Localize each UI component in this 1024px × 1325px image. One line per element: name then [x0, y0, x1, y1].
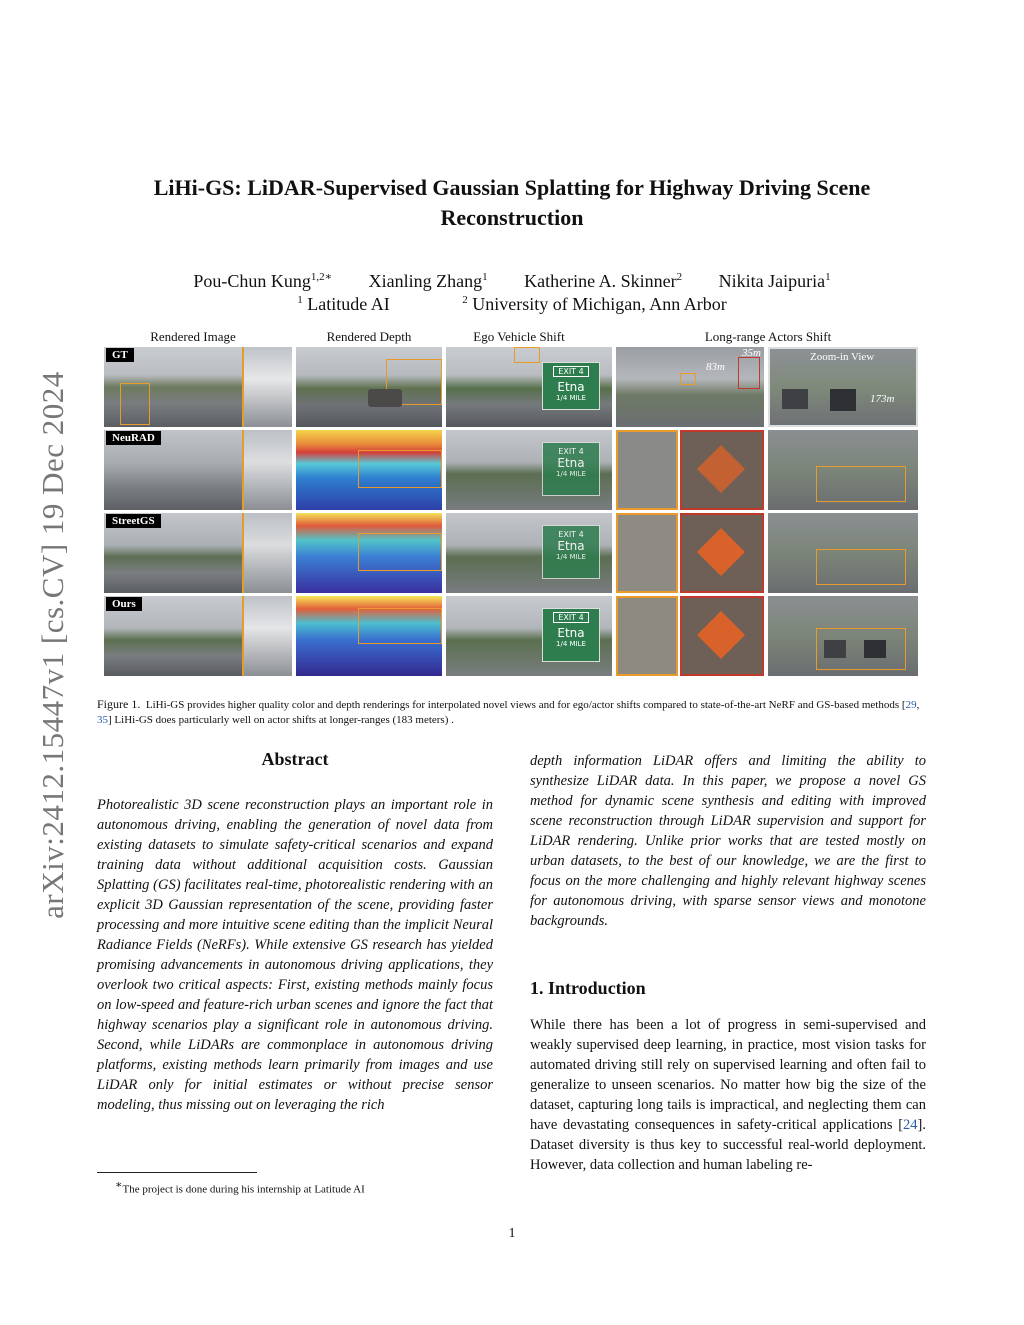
sign-box-red — [738, 357, 760, 389]
paper-title — [80, 173, 944, 233]
neurad-diamond-crop — [680, 430, 764, 510]
row-label-ours: Ours — [106, 597, 142, 611]
neurad-zoom-in-view — [768, 430, 918, 510]
affiliation: $^2$ University of Michigan, Ann Arbor — [462, 294, 727, 314]
title-line-2: Reconstruction — [440, 205, 584, 230]
sign-box — [514, 347, 540, 363]
car-shape — [830, 389, 856, 411]
abstract-text-col2: depth information LiDAR offers and limiting the ability to synthesize LiDAR data. In this paper, we propose a novel GS method for dynamic scene synthesis and editing with improved scene reconstruction through LiDAR supervision and support for LiDAR rendering. Unlike prior works that are tested mostly on urban datasets, to the best of our knowledge, we are the first to focus on the more challenging and highly relevant highway scenes for autonomous driving, with sparse sensor views and monotone backgrounds. — [530, 753, 926, 929]
car-shape — [824, 640, 846, 658]
car-shape — [782, 389, 808, 409]
gt-depth-view — [296, 347, 442, 427]
caption-text: ] LiHi-GS does particularly well on actor shifts at longer-ranges (183 meters) . — [108, 714, 454, 726]
abstract-heading: Abstract — [261, 749, 329, 769]
author: Katherine A. Skinner$^2$ — [524, 271, 683, 291]
author: Xianling Zhang$^1$ — [368, 271, 488, 291]
warning-sign-shape — [697, 611, 745, 659]
highway-sign: EXIT 4 Etna 1/4 MILE — [542, 362, 600, 410]
car-shape — [864, 640, 886, 658]
depth-box — [358, 608, 442, 644]
highway-sign: EXIT 4 Etna 1/4 MILE — [542, 442, 600, 496]
gt-zoom-in-view — [768, 347, 918, 427]
author-list — [100, 270, 924, 292]
author: Nikita Jaipuria$^1$ — [718, 271, 831, 291]
column-header-rendered-image: Rendered Image — [150, 329, 236, 344]
footnote: ∗The project is done during his internship at Latitude AI — [115, 1179, 365, 1196]
citation-link[interactable]: 35 — [97, 714, 108, 726]
ours-depth-map — [296, 596, 442, 676]
row-label-streetgs: StreetGS — [106, 514, 161, 528]
warning-sign-shape — [697, 528, 745, 576]
neurad-sign-crop — [616, 430, 678, 510]
ours-sign-crop — [616, 596, 678, 676]
gt-ego-shift — [446, 347, 612, 427]
affiliation-list — [100, 294, 924, 315]
streetgs-zoom-in-view — [768, 513, 918, 593]
distance-label: 173m — [870, 393, 895, 405]
ours-zoom-in-view — [768, 596, 918, 676]
neurad-ego-shift — [446, 430, 612, 510]
gt-long-range-view — [616, 347, 764, 427]
caption-text: LiHi-GS provides higher quality color and depth renderings for interpolated novel views and for ego/actor shifts compared to state-of-the-art NeRF and GS-based methods [ — [145, 699, 906, 711]
citation-link[interactable]: 29 — [905, 699, 917, 711]
neurad-zoom-inset — [242, 430, 292, 510]
warning-sign-shape — [697, 445, 745, 493]
depth-box — [358, 450, 442, 488]
caption-text: , — [916, 699, 920, 711]
column-header-ego-shift: Ego Vehicle Shift — [473, 329, 565, 344]
caption-label: Figure 1. — [97, 697, 141, 711]
ours-diamond-crop — [680, 596, 764, 676]
distance-label: 35m — [742, 347, 761, 359]
title-line-1: LiHi-GS: LiDAR-Supervised Gaussian Splatting for Highway Driving Scene — [153, 175, 871, 200]
row-label-neurad: NeuRAD — [106, 431, 161, 445]
highway-sign: EXIT 4 Etna 1/4 MILE — [542, 525, 600, 579]
author: Pou-Chun Kung$^{1,2∗}$ — [193, 271, 333, 291]
distance-label: 83m — [706, 361, 725, 373]
car-shape — [368, 389, 402, 407]
page-number: 1 — [508, 1226, 516, 1241]
figure-1 — [0, 325, 1024, 685]
citation-link[interactable]: 24 — [903, 1117, 918, 1133]
streetgs-sign-crop — [616, 513, 678, 593]
row-label-gt: GT — [106, 348, 134, 362]
gt-crop-box — [120, 383, 150, 425]
footnote-rule — [97, 1172, 257, 1173]
figure-caption — [97, 697, 927, 728]
zoom-in-label: Zoom-in View — [810, 351, 875, 363]
column-header-actor-shift: Long-range Actors Shift — [704, 329, 832, 344]
depth-box — [358, 533, 442, 571]
streetgs-ego-shift — [446, 513, 612, 593]
introduction-text: While there has been a lot of progress in semi-supervised and weakly supervised deep learning, in practice, most vision tasks for automated driving still rely on supervised learning and often fail to generalize to unseen scenarios. No matter how big the size of the dataset, capturing long tails is impractical, and neglecting them can have devastating consequences in safety-critical applications [24]. Dataset diversity is thus key to successful real-world deployment. However, data collection and human labeling re- — [530, 1017, 926, 1173]
actor-box — [816, 466, 906, 502]
section-heading-introduction: 1. Introduction — [530, 978, 646, 998]
actor-box — [680, 373, 696, 385]
highway-sign: EXIT 4 Etna 1/4 MILE — [542, 608, 600, 662]
ours-ego-shift — [446, 596, 612, 676]
neurad-depth-map — [296, 430, 442, 510]
streetgs-depth-map — [296, 513, 442, 593]
gt-zoom-inset — [242, 347, 292, 427]
ours-zoom-inset — [242, 596, 292, 676]
arxiv-identifier: arXiv:2412.15447v1 [cs.CV] 19 Dec 2024 — [35, 371, 70, 919]
affiliation: $^1$ Latitude AI — [297, 294, 390, 314]
actor-box — [816, 549, 906, 585]
abstract-text-col1: Photorealistic 3D scene reconstruction plays an important role in autonomous driving, enabling the generation of novel data from existing datasets to simulate safety-critical scenarios and expand training data without additional acquisition costs. Gaussian Splatting (GS) facilitates real-time, photorealistic rendering with an explicit 3D Gaussian representation of the scene, providing faster processing and more intuitive scene editing than the implicit Neural Radiance Fields (NeRFs). While extensive GS research has yielded promising advancements in autonomous driving applications, they overlook two critical aspects: First, existing methods mainly focus on low-speed and feature-rich urban scenes and ignore the fact that highway scenarios play a significant role in autonomous driving. Second, while LiDARs are commonplace in autonomous driving platforms, existing methods learn primarily from images and use LiDAR only for initial estimates or without precise sensor modeling, thus missing out on leveraging the rich — [97, 797, 493, 1113]
streetgs-diamond-crop — [680, 513, 764, 593]
column-header-rendered-depth: Rendered Depth — [326, 329, 412, 344]
streetgs-zoom-inset — [242, 513, 292, 593]
